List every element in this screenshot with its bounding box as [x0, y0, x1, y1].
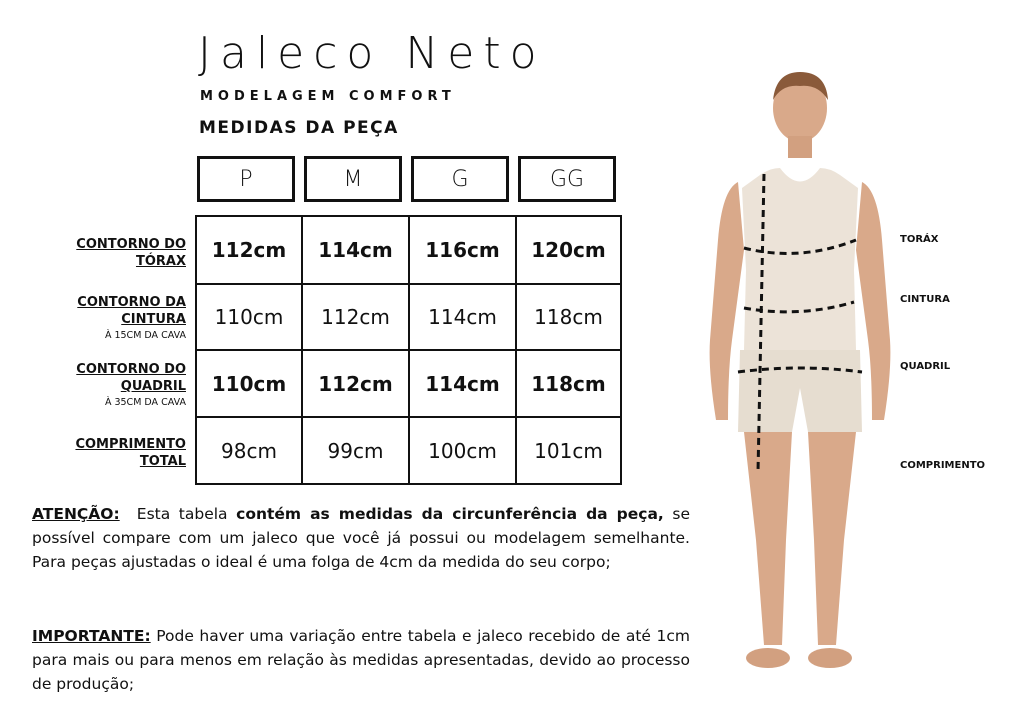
- size-header-g: G: [411, 156, 509, 202]
- table-cell: 118cm: [531, 371, 606, 396]
- row-label-comprimento: COMPRIMENTO TOTAL: [75, 437, 186, 469]
- page-title: Jaleco Neto: [198, 28, 546, 79]
- table-cell: 112cm: [321, 305, 390, 329]
- important-paragraph: IMPORTANTE: Pode haver uma variação entre tabela e jaleco recebido de até 1cm para mais ou para menos em relação às medidas apresentadas, devido ao processo de produção;: [32, 627, 690, 693]
- label-comprimento: COMPRIMENTO: [900, 460, 986, 471]
- size-header-m: M: [304, 156, 402, 202]
- table-cell: 98cm: [221, 438, 277, 463]
- size-header-gg: GG: [518, 156, 616, 202]
- table-cell: 114cm: [425, 371, 500, 396]
- attention-paragraph: ATENÇÃO: Esta tabela contém as medidas da circunferência da peça, se possível compare com um jaleco que você já possui ou modelagem semelhante. Para peças ajustadas o ideal é uma folga de 4cm da medida do seu corpo;: [32, 505, 691, 571]
- page-subtitle: MODELAGEM COMFORT: [200, 89, 456, 104]
- size-header-p: P: [197, 156, 295, 202]
- table-cell: 110cm: [214, 305, 284, 329]
- label-cintura: CINTURA: [900, 294, 950, 305]
- attention-lead: ATENÇÃO:: [32, 505, 120, 523]
- label-torax: TORÁX: [900, 234, 939, 245]
- important-lead: IMPORTANTE:: [32, 627, 151, 645]
- table-cell: 100cm: [428, 438, 497, 463]
- table-cell: 112cm: [211, 238, 287, 262]
- measurement-table: [195, 215, 622, 485]
- model-figure-illustration: [700, 70, 900, 680]
- table-cell: 118cm: [534, 305, 603, 329]
- section-title: MEDIDAS DA PEÇA: [199, 118, 399, 138]
- row-label-torax: CONTORNO DO TÓRAX: [76, 237, 186, 269]
- table-cell: 112cm: [318, 371, 393, 396]
- table-cell: 120cm: [531, 238, 606, 262]
- row-label-quadril: CONTORNO DO QUADRIL À 35CM DA CAVA: [76, 362, 186, 408]
- label-quadril: QUADRIL: [900, 361, 951, 372]
- row-label-cintura: CONTORNO DA CINTURA À 15CM DA CAVA: [77, 295, 186, 341]
- table-cell: 114cm: [318, 238, 393, 262]
- table-cell: 101cm: [534, 438, 603, 463]
- table-cell: 116cm: [425, 238, 500, 262]
- table-cell: 114cm: [428, 305, 497, 329]
- table-cell: 110cm: [211, 371, 287, 396]
- table-cell: 99cm: [327, 438, 384, 463]
